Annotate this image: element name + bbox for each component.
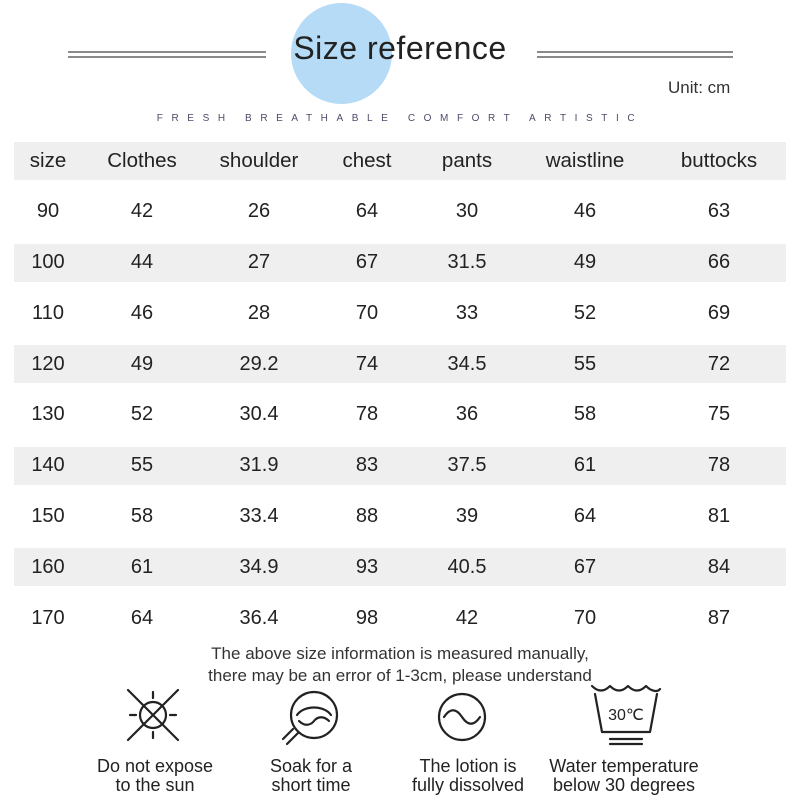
soak-icon bbox=[280, 688, 344, 748]
cell-size: 130 bbox=[31, 403, 65, 426]
no-sun-icon bbox=[120, 684, 186, 746]
cell-chest: 64 bbox=[355, 200, 379, 223]
table-row bbox=[14, 447, 786, 485]
cell-size: 100 bbox=[31, 251, 65, 274]
cell-buttocks: 78 bbox=[707, 454, 731, 477]
cell-chest: 70 bbox=[355, 301, 379, 324]
cell-shoulder: 31.9 bbox=[239, 454, 279, 477]
cell-buttocks: 75 bbox=[707, 403, 731, 426]
care-caption-line: below 30 degrees bbox=[552, 775, 696, 795]
care-caption-temperature bbox=[549, 757, 698, 795]
care-caption-soak bbox=[270, 757, 352, 795]
care-caption-lotion bbox=[412, 757, 524, 795]
cell-chest: 93 bbox=[355, 555, 379, 578]
cell-shoulder: 29.2 bbox=[239, 352, 279, 375]
cell-pants: 34.5 bbox=[447, 352, 487, 375]
column-header-chest: chest bbox=[342, 149, 392, 172]
size-table bbox=[14, 142, 786, 650]
cell-clothes: 61 bbox=[130, 555, 154, 578]
table-row bbox=[14, 294, 786, 332]
care-caption-line: to the sun bbox=[115, 775, 195, 795]
table-row bbox=[14, 244, 786, 282]
cell-shoulder: 36.4 bbox=[239, 606, 279, 629]
cell-clothes: 42 bbox=[130, 200, 154, 223]
cell-waistline: 55 bbox=[573, 352, 597, 375]
cell-chest: 78 bbox=[355, 403, 379, 426]
cell-waistline: 64 bbox=[573, 505, 597, 528]
cell-chest: 83 bbox=[355, 454, 379, 477]
cell-clothes: 58 bbox=[130, 505, 154, 528]
cell-size: 90 bbox=[36, 200, 60, 223]
cell-size: 110 bbox=[32, 301, 64, 324]
cell-buttocks: 63 bbox=[707, 200, 731, 223]
wash-30-icon bbox=[588, 680, 664, 746]
cell-size: 170 bbox=[31, 606, 65, 629]
cell-clothes: 64 bbox=[130, 606, 154, 629]
cell-size: 140 bbox=[31, 454, 65, 477]
cell-buttocks: 81 bbox=[707, 505, 731, 528]
cell-chest: 88 bbox=[355, 505, 379, 528]
cell-shoulder: 30.4 bbox=[239, 403, 279, 426]
column-header-shoulder: shoulder bbox=[219, 149, 299, 172]
cell-pants: 42 bbox=[455, 606, 479, 629]
cell-buttocks: 87 bbox=[707, 606, 731, 629]
cell-clothes: 49 bbox=[130, 352, 154, 375]
table-row bbox=[14, 498, 786, 536]
unit-label: Unit: cm bbox=[668, 78, 731, 97]
cell-waistline: 52 bbox=[573, 301, 597, 324]
cell-waistline: 70 bbox=[573, 606, 597, 629]
cell-waistline: 58 bbox=[573, 403, 597, 426]
care-caption-line: fully dissolved bbox=[411, 775, 525, 795]
cell-pants: 33 bbox=[455, 301, 479, 324]
cell-shoulder: 28 bbox=[247, 301, 271, 324]
measurement-note-line2: there may be an error of 1-3cm, please understand bbox=[208, 666, 592, 685]
cell-size: 120 bbox=[31, 352, 65, 375]
cell-clothes: 52 bbox=[130, 403, 154, 426]
table-row bbox=[14, 345, 786, 383]
column-header-clothes: Clothes bbox=[107, 149, 177, 172]
cell-pants: 30 bbox=[455, 200, 479, 223]
table-header-row bbox=[14, 142, 786, 180]
tagline-text: FRESH BREATHABLE COMFORT ARTISTIC bbox=[156, 113, 644, 124]
measurement-note-line1: The above size information is measured manually, bbox=[211, 644, 589, 663]
cell-clothes: 46 bbox=[130, 301, 154, 324]
wash-30-label: 30℃ bbox=[608, 707, 644, 724]
column-header-size: size bbox=[29, 149, 67, 172]
cell-buttocks: 84 bbox=[707, 555, 731, 578]
cell-clothes: 44 bbox=[130, 251, 154, 274]
cell-size: 150 bbox=[31, 505, 65, 528]
cell-size: 160 bbox=[31, 555, 65, 578]
cell-waistline: 46 bbox=[573, 200, 597, 223]
cell-pants: 40.5 bbox=[447, 555, 487, 578]
table-row bbox=[14, 396, 786, 434]
table-row bbox=[14, 599, 786, 637]
cell-pants: 36 bbox=[455, 403, 479, 426]
cell-pants: 37.5 bbox=[447, 454, 487, 477]
cell-pants: 39 bbox=[455, 505, 479, 528]
cell-chest: 74 bbox=[355, 352, 379, 375]
column-header-waistline: waistline bbox=[545, 149, 625, 172]
cell-pants: 31.5 bbox=[447, 251, 487, 274]
cell-shoulder: 27 bbox=[247, 251, 271, 274]
table-row bbox=[14, 193, 786, 231]
cell-waistline: 49 bbox=[573, 251, 597, 274]
cell-clothes: 55 bbox=[130, 454, 154, 477]
care-caption-line: short time bbox=[271, 775, 351, 795]
cell-shoulder: 33.4 bbox=[239, 505, 279, 528]
cell-buttocks: 72 bbox=[707, 352, 731, 375]
care-caption-line: Soak for a bbox=[269, 756, 353, 776]
cell-waistline: 67 bbox=[573, 555, 597, 578]
care-caption-line: The lotion is bbox=[419, 756, 517, 776]
lotion-icon bbox=[434, 690, 490, 744]
care-caption-line: Water temperature bbox=[549, 756, 699, 776]
cell-shoulder: 26 bbox=[247, 200, 271, 223]
cell-waistline: 61 bbox=[573, 454, 597, 477]
cell-buttocks: 66 bbox=[707, 251, 731, 274]
tagline bbox=[0, 113, 800, 124]
care-caption-line: Do not expose bbox=[96, 756, 214, 776]
column-header-buttocks: buttocks bbox=[680, 149, 758, 172]
care-caption-sun bbox=[97, 757, 213, 795]
cell-chest: 98 bbox=[355, 606, 379, 629]
column-header-pants: pants bbox=[441, 149, 493, 172]
page-title: Size reference bbox=[293, 30, 507, 66]
table-row bbox=[14, 548, 786, 586]
cell-chest: 67 bbox=[355, 251, 379, 274]
cell-buttocks: 69 bbox=[707, 301, 731, 324]
cell-shoulder: 34.9 bbox=[239, 555, 279, 578]
